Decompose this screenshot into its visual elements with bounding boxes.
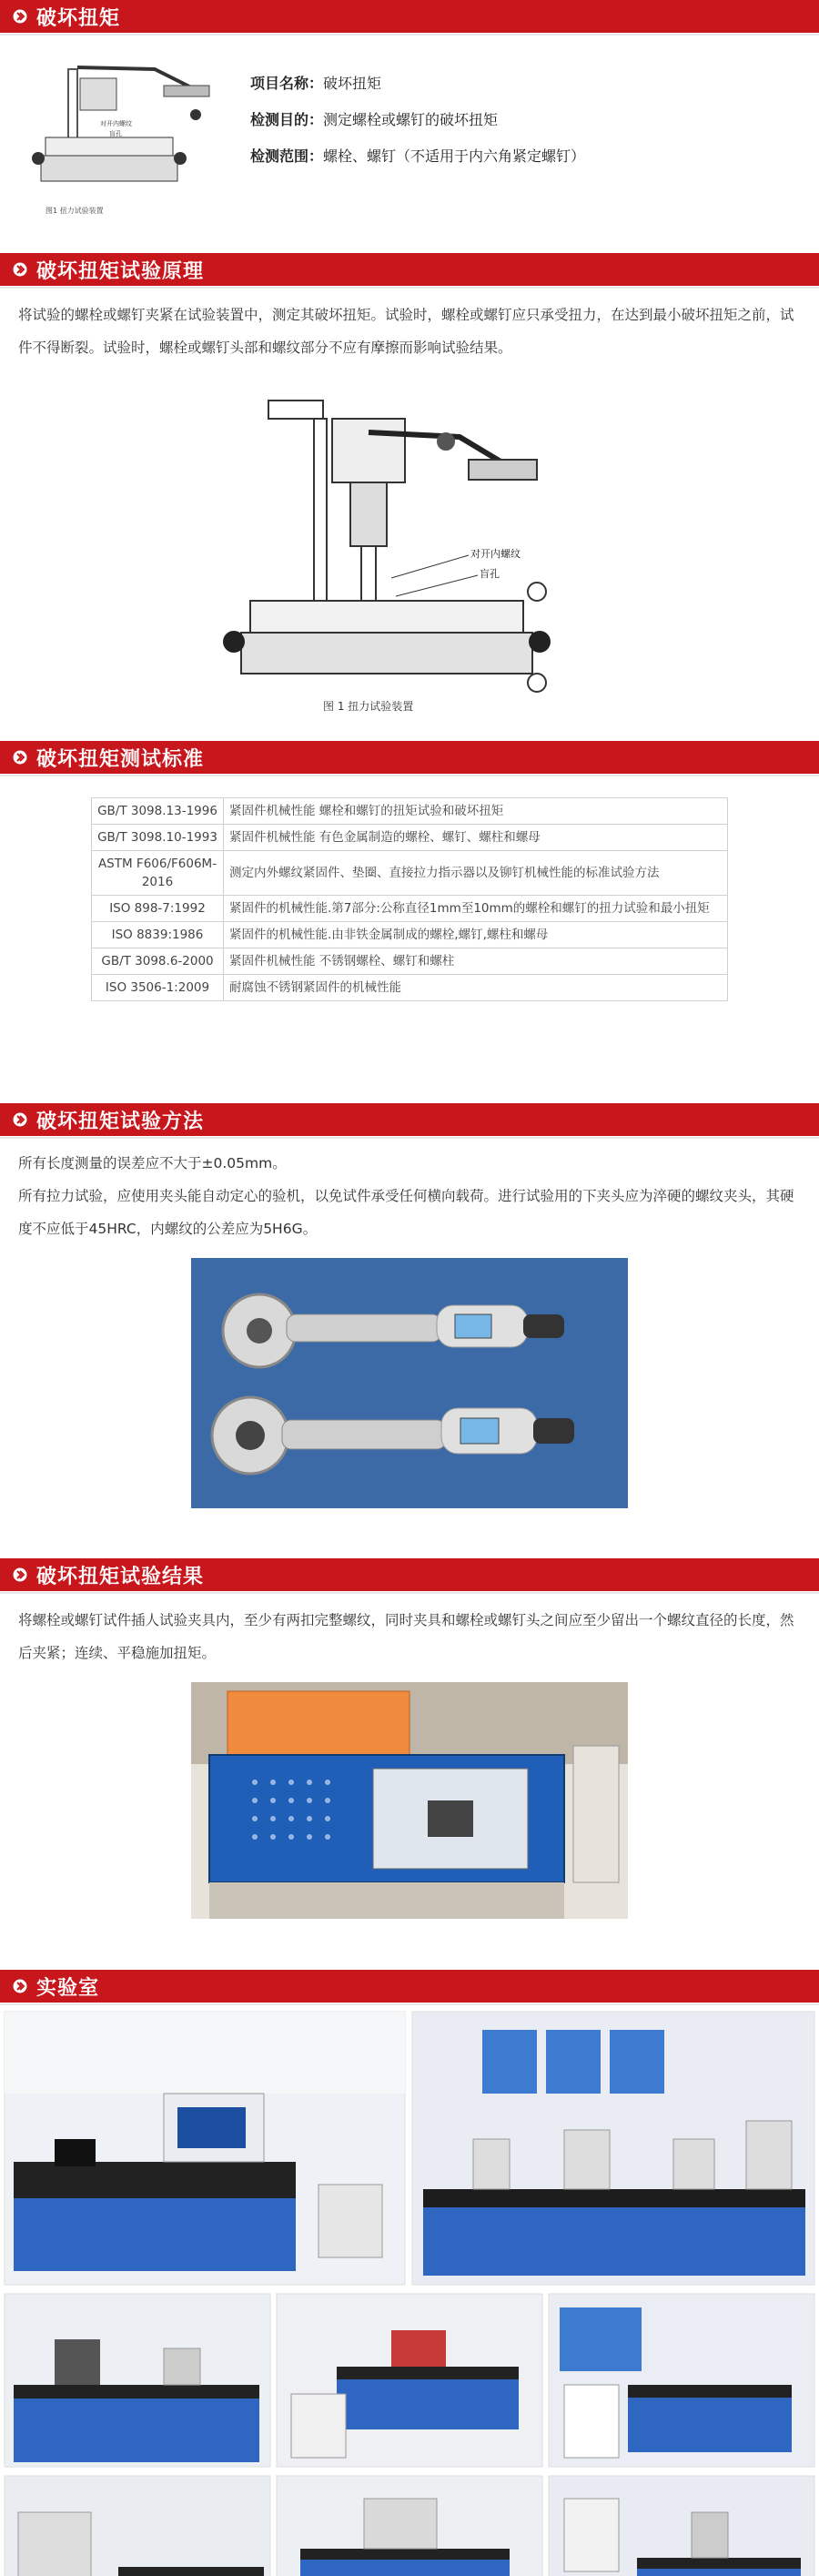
standard-description: 测定内外螺纹紧固件、垫圈、直接拉力指示器以及铆钉机械性能的标准试验方法 xyxy=(224,851,728,896)
standards-row xyxy=(92,798,728,825)
torque-tester-photo xyxy=(191,1682,628,1919)
section-title: 破坏扭矩试验方法 xyxy=(36,1110,205,1133)
chevron-double-icon xyxy=(13,750,27,765)
project-purpose-row xyxy=(250,102,585,138)
lab-gallery xyxy=(0,2003,819,2576)
project-name-label: 项目名称： xyxy=(250,75,324,92)
lab-photo-7 xyxy=(277,2476,542,2576)
chevron-double-icon xyxy=(13,1112,27,1127)
standard-description: 紧固件的机械性能.由非铁金属制成的螺栓,螺钉,螺柱和螺母 xyxy=(224,922,728,948)
lab-photo-5 xyxy=(549,2294,814,2467)
chevron-double-icon xyxy=(13,9,27,24)
lab-photo-grid xyxy=(0,2003,819,2576)
project-info xyxy=(250,66,585,175)
fig-label-2: 盲孔 xyxy=(109,130,122,137)
section-title: 破坏扭矩 xyxy=(36,6,121,30)
principle-text: 将试验的螺栓或螺钉夹紧在试验装置中，测定其破坏扭矩。试验时，螺栓或螺钉应只承受扭力，在达到最小破坏扭矩之前，试件不得断裂。试验时，螺栓或螺钉头部和螺纹部分不应有摩擦而影响试验结果。 xyxy=(18,307,794,356)
standard-description: 紧固件的机械性能.第7部分:公称直径1mm至10mm的螺栓和螺钉的扭力试验和最小扭矩 xyxy=(224,896,728,922)
standards-row xyxy=(92,825,728,851)
standard-code: ISO 898-7:1992 xyxy=(92,896,224,922)
section-header-lab xyxy=(0,1970,819,2003)
project-scope-row xyxy=(250,138,585,175)
project-purpose-label: 检测目的： xyxy=(250,111,324,128)
standards-row xyxy=(92,948,728,975)
project-intro xyxy=(0,33,819,253)
section-title: 实验室 xyxy=(36,1976,100,2000)
principle-block xyxy=(0,286,819,741)
chevron-double-icon xyxy=(13,1979,27,1993)
standard-description: 紧固件机械性能 螺栓和螺钉的扭矩试验和破坏扭矩 xyxy=(224,798,728,825)
fig-label-1: 对开内螺纹 xyxy=(470,548,521,560)
fig-caption: 图 1 扭力试验装置 xyxy=(323,700,414,713)
standard-code: GB/T 3098.6-2000 xyxy=(92,948,224,975)
method-line-2: 所有拉力试验，应使用夹头能自动定心的验机，以免试件承受任何横向载荷。进行试验用的下夹头应为淬硬的螺纹夹头，其硬度不应低于45HRC，内螺纹的公差应为5H6G。 xyxy=(18,1188,794,1237)
torque-fixture-small-figure xyxy=(27,51,218,233)
section-header-project xyxy=(0,0,819,33)
standards-row xyxy=(92,922,728,948)
fig-caption-small: 图1 扭力试验装置 xyxy=(46,207,104,215)
fig-label-1: 对开内螺纹 xyxy=(100,120,132,127)
project-scope-label: 检测范围： xyxy=(250,147,324,165)
torque-wrench-photo xyxy=(191,1258,628,1508)
section-header-method xyxy=(0,1103,819,1136)
lab-photo-3 xyxy=(5,2294,270,2467)
lab-photo-2 xyxy=(412,2012,814,2285)
standard-code: ISO 3506-1:2009 xyxy=(92,975,224,1001)
standards-table xyxy=(91,797,728,1001)
standard-description: 紧固件机械性能 有色金属制造的螺栓、螺钉、螺柱和螺母 xyxy=(224,825,728,851)
result-text: 将螺栓或螺钉试件插人试验夹具内，至少有两扣完整螺纹，同时夹具和螺栓或螺钉头之间应至少留出一个螺纹直径的长度，然后夹紧；连续、平稳施加扭矩。 xyxy=(18,1612,794,1661)
standard-code: ASTM F606/F606M-2016 xyxy=(92,851,224,896)
chevron-double-icon xyxy=(13,262,27,277)
method-block xyxy=(0,1136,819,1558)
standard-code: GB/T 3098.13-1996 xyxy=(92,798,224,825)
section-header-standards xyxy=(0,741,819,774)
section-title: 破坏扭矩测试标准 xyxy=(36,747,205,771)
standard-description: 紧固件机械性能 不锈钢螺栓、螺钉和螺柱 xyxy=(224,948,728,975)
project-purpose-value: 测定螺栓或螺钉的破坏扭矩 xyxy=(323,111,499,128)
fig-label-2: 盲孔 xyxy=(480,568,500,580)
torque-fixture-figure xyxy=(214,382,605,719)
method-line-1: 所有长度测量的误差应不大于±0.05mm。 xyxy=(18,1155,287,1171)
project-name-value: 破坏扭矩 xyxy=(323,75,382,92)
standards-block xyxy=(0,797,819,1103)
section-header-result xyxy=(0,1558,819,1591)
standards-row xyxy=(92,975,728,1001)
chevron-double-icon xyxy=(13,1567,27,1582)
standards-row xyxy=(92,851,728,896)
lab-photo-4 xyxy=(277,2294,542,2467)
result-block xyxy=(0,1591,819,1970)
section-header-principle xyxy=(0,253,819,286)
standard-code: ISO 8839:1986 xyxy=(92,922,224,948)
lab-photo-1 xyxy=(5,2012,405,2285)
section-title: 破坏扭矩试验原理 xyxy=(36,259,205,283)
project-scope-value: 螺栓、螺钉（不适用于内六角紧定螺钉） xyxy=(323,147,586,165)
standards-row xyxy=(92,896,728,922)
section-title: 破坏扭矩试验结果 xyxy=(36,1565,205,1588)
standard-description: 耐腐蚀不锈钢紧固件的机械性能 xyxy=(224,975,728,1001)
standard-code: GB/T 3098.10-1993 xyxy=(92,825,224,851)
lab-photo-6 xyxy=(5,2476,270,2576)
lab-photo-8 xyxy=(549,2476,814,2576)
project-name-row xyxy=(250,66,585,102)
